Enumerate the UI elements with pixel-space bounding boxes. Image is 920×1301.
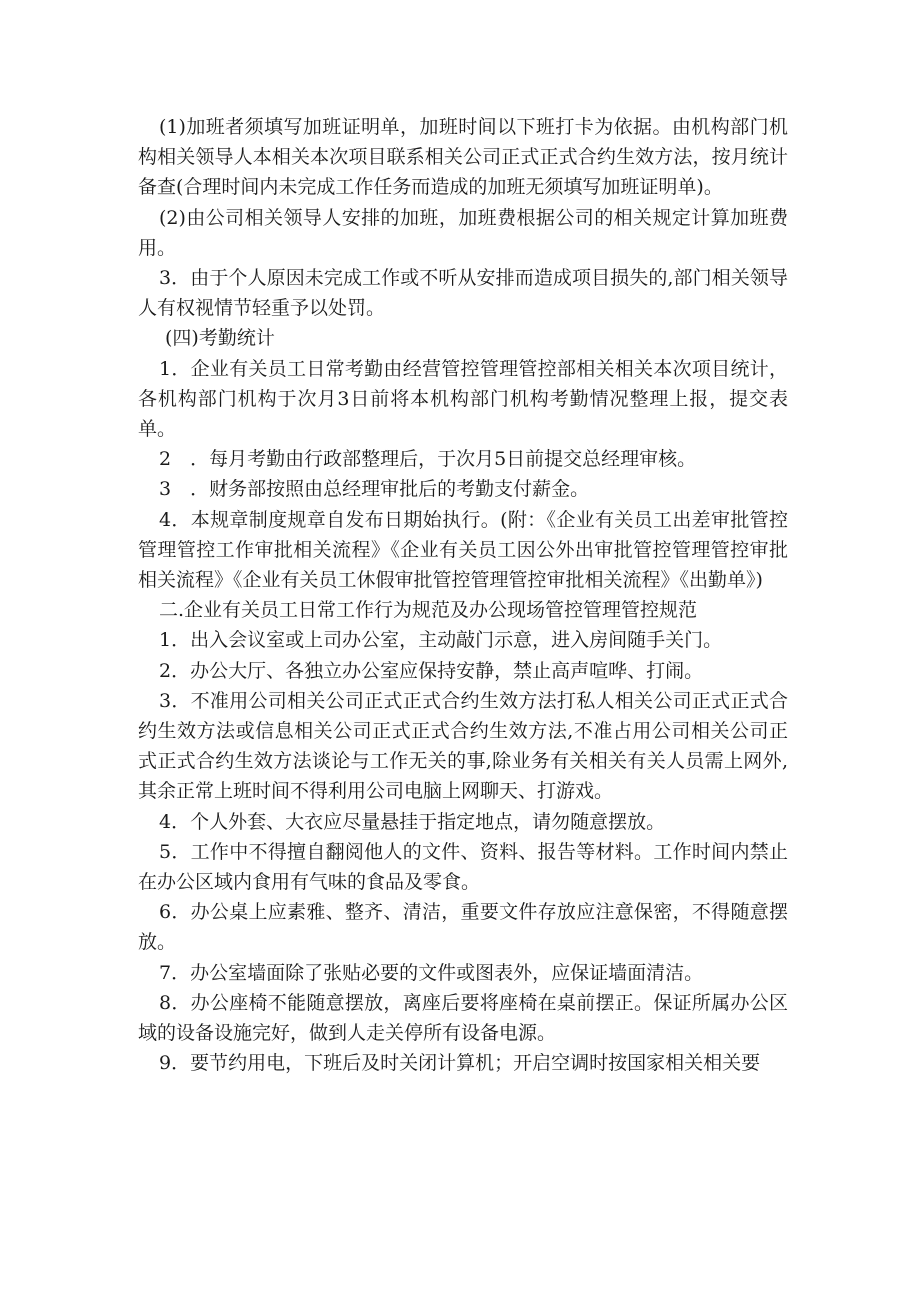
paragraph-rule-2: 2．办公大厅、各独立办公室应保持安静，禁止高声喧哗、打闹。	[159, 659, 704, 682]
paragraph-attendance-1: 1．企业有关员工日常考勤由经营管控管理管控部相关相关本次项目统计，各机构部门机构于次月3日前将本机构部门机构考勤情况整理上报，提交表单。	[138, 357, 788, 441]
paragraph-rule-4: 4．个人外套、大衣应尽量悬挂于指定地点，请勿随意摆放。	[159, 810, 666, 833]
paragraph-rule-7: 7．办公室墙面除了张贴必要的文件或图表外，应保证墙面清洁。	[159, 961, 704, 984]
document-body	[138, 112, 788, 1079]
paragraph-rule-8: 8．办公座椅不能随意摆放，离座后要将座椅在桌前摆正。保证所属办公区域的设备设施完好，做到人走关停所有设备电源。	[138, 991, 788, 1045]
paragraph-attendance-2: 2 ．每月考勤由行政部整理后，于次月5日前提交总经理审核。	[159, 448, 697, 471]
paragraph-overtime-pay: (2)由公司相关领导人安排的加班，加班费根据公司的相关规定计算加班费用。	[138, 206, 788, 259]
paragraph-attendance-3: 3 ．财务部按照由总经理审批后的考勤支付薪金。	[159, 478, 590, 501]
paragraph-rule-3: 3．不准用公司相关公司正式正式合约生效方法打私人相关公司正式正式合约生效方法或信息相关公司正式正式合约生效方法,不准占用公司相关公司正式正式合约生效方法谈论与工作无关的事,除业务有关相关有关人员需上网外,其余正常上班时间不得利用公司电脑上网聊天、打游戏。	[138, 689, 788, 803]
section-heading-attendance-statistics: (四)考勤统计	[165, 327, 275, 350]
paragraph-rule-1: 1．出入会议室或上司办公室，主动敲门示意，进入房间随手关门。	[159, 629, 723, 652]
paragraph-attendance-4: 4．本规章制度规章自发布日期始执行。(附：《企业有关员工出差审批管控管理管控工作审批相关流程》《企业有关员工因公外出审批管控管理管控审批相关流程》《企业有关员工休假审批管控管理管控审批相关流程》《出勤单》)	[138, 508, 788, 592]
paragraph-overtime-proof: (1)加班者须填写加班证明单，加班时间以下班打卡为依据。由机构部门机构相关领导人本相关本次项目联系相关公司正式正式合约生效方法，按月统计备查(合理时间内未完成工作任务而造成的加班无须填写加班证明单)。	[138, 116, 788, 199]
section-heading-office-conduct: 二.企业有关员工日常工作行为规范及办公现场管控管理管控规范	[159, 599, 698, 622]
paragraph-rule-6: 6．办公桌上应素雅、整齐、清洁，重要文件存放应注意保密，不得随意摆放。	[138, 901, 788, 954]
paragraph-rule-9: 9．要节约用电，下班后及时关闭计算机；开启空调时按国家相关相关要	[159, 1052, 761, 1075]
paragraph-penalty: 3．由于个人原因未完成工作或不听从安排而造成项目损失的,部门相关领导人有权视情节轻重予以处罚。	[138, 267, 788, 320]
paragraph-rule-5: 5．工作中不得擅自翻阅他人的文件、资料、报告等材料。工作时间内禁止在办公区域内食用有气味的食品及零食。	[138, 840, 788, 894]
